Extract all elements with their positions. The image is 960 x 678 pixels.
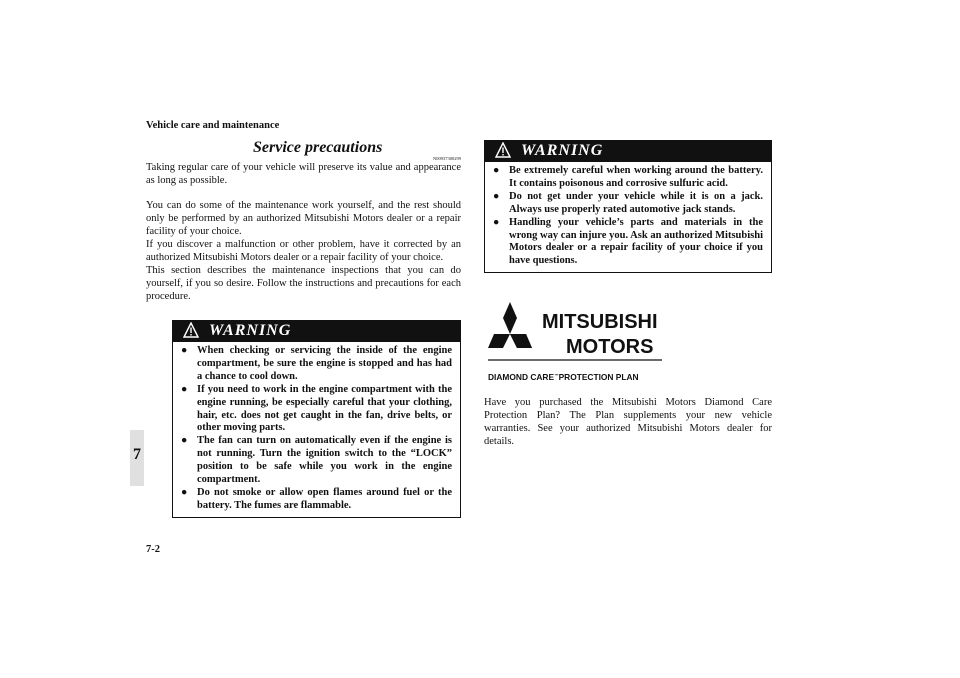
intro-paragraph: Taking regular care of your vehicle will preserve its value and appearance as long as possible. xyxy=(146,162,461,186)
warning-item-text: Do not get under your vehicle while it is on a jack. Always use properly rated automotive jack stands. xyxy=(509,190,763,215)
logo-wordmark-line2: MOTORS xyxy=(566,336,654,358)
warning-item xyxy=(181,384,452,436)
warning-item xyxy=(493,165,763,191)
warning-item-text: The fan can turn on automatically even if the engine is not running. Turn the ignition switch to the “LOCK” position to be safe while you work in the engine compartment. xyxy=(197,435,452,486)
logo-wordmark-line1: MITSUBISHI xyxy=(542,311,658,333)
bullet-icon: ● xyxy=(181,345,188,356)
warning-item xyxy=(181,345,452,384)
bullet-icon: ● xyxy=(181,383,188,395)
warning-item-text: Do not smoke or allow open flames around fuel or the battery. The fumes are flammable. xyxy=(197,486,452,511)
warning-list xyxy=(173,342,460,517)
warning-item xyxy=(181,435,452,487)
bullet-icon: ● xyxy=(493,216,500,228)
warning-list xyxy=(485,162,771,272)
mitsubishi-diamond-care-logo xyxy=(486,300,666,386)
protection-plan-paragraph: Have you purchased the Mitsubishi Motors Diamond Care Protection Plan? The Plan supplements your new vehicle warranties. See your authorized Mitsubishi Motors dealer for details. xyxy=(484,397,772,447)
page-number: 7-2 xyxy=(146,544,160,555)
bullet-icon: ● xyxy=(181,486,188,498)
warning-item xyxy=(181,487,452,513)
warning-box-right xyxy=(484,140,772,273)
bullet-icon: ● xyxy=(493,165,500,176)
warning-item-text: When checking or servicing the inside of the engine compartment, be sure the engine is stopped and has had a chance to cool down. xyxy=(197,345,452,382)
page-title: Service precautions xyxy=(253,139,383,156)
warning-item xyxy=(493,191,763,217)
warning-item-text: Handling your vehicle’s parts and materials in the wrong way can injure you. Ask an authorized Mitsubishi Motors dealer or a repair facility of your choice if you have questions. xyxy=(509,216,763,267)
warning-header xyxy=(173,321,460,342)
warning-label: WARNING xyxy=(209,322,292,339)
warning-item-text: If you need to work in the engine compartment with the engine running, be especially careful that your clothing, hair, etc. does not get caught in the fan, drive belts, or other moving parts. xyxy=(197,383,452,434)
warning-item-text: Be extremely careful when working around the battery. It contains poisonous and corrosive sulfuric acid. xyxy=(509,165,763,189)
logo-tagline: DIAMOND CARE™PROTECTION PLAN xyxy=(488,372,639,382)
warning-box-left xyxy=(172,320,461,518)
bullet-icon: ● xyxy=(181,435,188,447)
procedure-paragraph: You can do some of the maintenance work yourself, and the rest should only be performed by an authorized Mitsubishi Motors dealer or a repair facility of your choice. If you discover a malfunction or other problem, have it corrected by an authorized Mitsubishi Motors dealer or a repair facility of your choice. This section describes the maintenance inspections that you can do yourself, if you so desire. Follow the instructions and precautions for each procedure. xyxy=(146,200,461,302)
bullet-icon: ● xyxy=(493,190,500,202)
warning-label: WARNING xyxy=(521,142,604,159)
reference-code: N00937300299 xyxy=(433,156,461,161)
chapter-tab xyxy=(130,430,144,486)
section-header: Vehicle care and maintenance xyxy=(146,120,280,131)
three-diamonds-logo-icon xyxy=(486,300,666,386)
warning-header xyxy=(485,141,771,162)
warning-triangle-icon xyxy=(183,322,199,338)
warning-item xyxy=(493,217,763,269)
warning-triangle-icon xyxy=(495,142,511,158)
title-row xyxy=(146,139,461,159)
chapter-number: 7 xyxy=(133,446,141,463)
